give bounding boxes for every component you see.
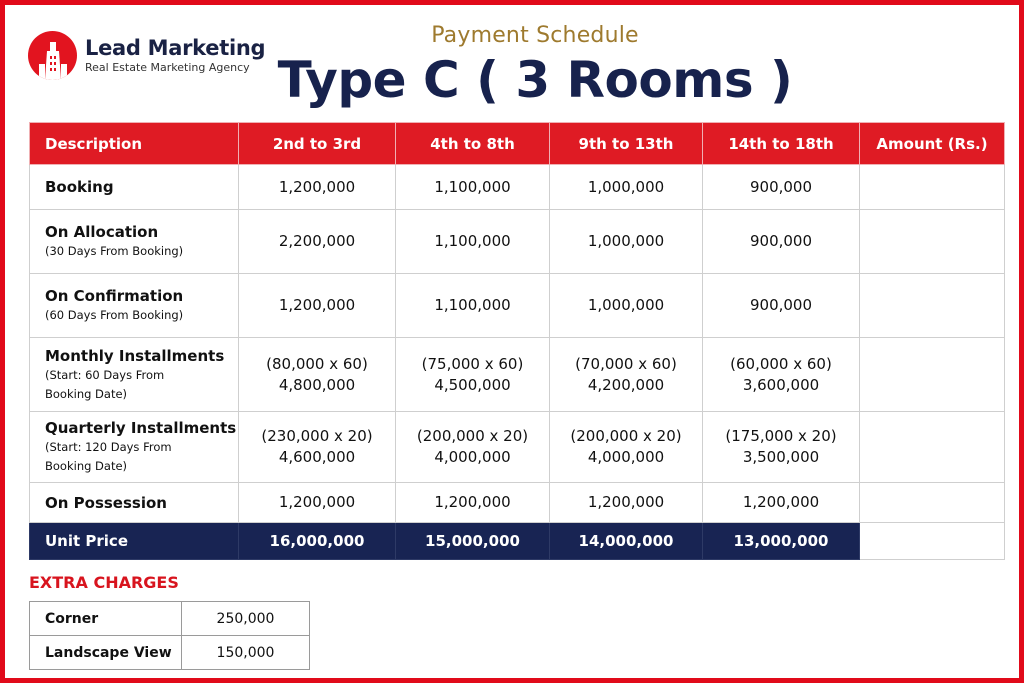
amount-value: 1,000,000 — [587, 232, 665, 250]
amount-cell — [239, 412, 396, 483]
amount-value: 1,000,000 — [587, 296, 665, 314]
extra-charge-value: 250,000 — [182, 602, 310, 636]
extra-charges-title: EXTRA CHARGES — [29, 573, 179, 592]
amount-cell — [396, 412, 550, 483]
amount-value: 3,600,000 — [742, 375, 820, 394]
installment-formula: (175,000 x 20) — [725, 427, 837, 445]
amount-cell — [703, 165, 860, 210]
amount-value: 2,200,000 — [278, 232, 356, 250]
amount-cell — [239, 274, 396, 338]
table-row — [30, 338, 1005, 412]
installment-formula: (230,000 x 20) — [261, 427, 373, 445]
amount-value: 4,500,000 — [434, 375, 511, 394]
amount-rs-cell — [860, 412, 1005, 483]
amount-value: 4,200,000 — [587, 375, 665, 394]
extra-charge-label: Landscape View — [30, 636, 182, 670]
installment-formula: (200,000 x 20) — [416, 427, 529, 445]
amount-cell — [239, 165, 396, 210]
amount-value: 4,000,000 — [434, 448, 511, 466]
row-note: (30 Days From Booking) — [45, 244, 184, 258]
amount-cell — [703, 338, 860, 412]
table-row — [30, 274, 1005, 338]
installment-formula: (75,000 x 60) — [421, 354, 524, 373]
row-description — [30, 210, 239, 274]
amount-cell — [550, 274, 703, 338]
row-description — [30, 412, 239, 483]
unit-price-value: 13,000,000 — [703, 523, 860, 560]
amount-value: 900,000 — [749, 232, 813, 250]
row-note: (Start: 60 Days From — [45, 367, 165, 382]
brand-tagline: Real Estate Marketing Agency — [85, 61, 250, 74]
row-note: (Start: 120 Days From — [45, 440, 172, 454]
amount-value: 1,200,000 — [434, 493, 511, 511]
amount-cell — [550, 165, 703, 210]
row-label: Booking — [45, 178, 114, 196]
row-label: Monthly Installments — [45, 346, 225, 365]
amount-value: 1,100,000 — [434, 296, 511, 314]
amount-rs-cell — [860, 165, 1005, 210]
amount-cell — [396, 165, 550, 210]
row-label: On Possession — [45, 493, 167, 512]
amount-value: 900,000 — [749, 296, 813, 314]
building-icon — [28, 31, 77, 80]
table-row — [30, 210, 1005, 274]
amount-cell — [550, 338, 703, 412]
amount-value: 4,600,000 — [278, 448, 356, 466]
table-row — [30, 412, 1005, 483]
amount-value: 1,200,000 — [278, 296, 356, 314]
installment-formula: (60,000 x 60) — [730, 354, 832, 373]
amount-cell — [703, 412, 860, 483]
row-description — [30, 274, 239, 338]
column-header: 4th to 8th — [396, 123, 550, 165]
installment-formula: (80,000 x 60) — [266, 354, 368, 373]
row-label: On Confirmation — [45, 287, 184, 305]
table-row — [30, 602, 310, 636]
amount-cell — [239, 483, 396, 523]
amount-cell — [396, 483, 550, 523]
extra-charges-table — [29, 601, 310, 670]
payment-schedule-table — [29, 122, 1005, 560]
amount-cell — [550, 210, 703, 274]
row-label: Quarterly Installments — [45, 419, 237, 437]
installment-formula: (200,000 x 20) — [570, 427, 682, 445]
row-description — [30, 165, 239, 210]
column-header: 2nd to 3rd — [239, 123, 396, 165]
row-description — [30, 483, 239, 523]
page-subtitle: Payment Schedule — [431, 23, 639, 48]
amount-cell — [396, 210, 550, 274]
unit-price-value: 14,000,000 — [550, 523, 703, 560]
row-description — [30, 338, 239, 412]
amount-rs-cell — [860, 274, 1005, 338]
amount-rs-cell — [860, 523, 1005, 560]
table-row — [30, 483, 1005, 523]
column-header: 14th to 18th — [703, 123, 860, 165]
amount-value: 1,200,000 — [278, 493, 356, 511]
amount-cell — [550, 412, 703, 483]
amount-value: 1,200,000 — [742, 493, 820, 511]
amount-value: 3,500,000 — [742, 448, 820, 466]
amount-value: 1,100,000 — [434, 232, 511, 250]
unit-price-label: Unit Price — [30, 523, 239, 560]
table-row — [30, 636, 310, 670]
unit-price-value: 15,000,000 — [396, 523, 550, 560]
amount-cell — [396, 274, 550, 338]
unit-price-row — [30, 523, 1005, 560]
column-header: Amount (Rs.) — [860, 123, 1005, 165]
amount-value: 1,200,000 — [278, 177, 356, 196]
table-row — [30, 165, 1005, 210]
page-title: Type C ( 3 Rooms ) — [277, 51, 793, 109]
amount-rs-cell — [860, 338, 1005, 412]
row-note: Booking Date) — [45, 386, 128, 401]
amount-cell — [550, 483, 703, 523]
amount-cell — [703, 210, 860, 274]
amount-value: 4,000,000 — [587, 448, 665, 466]
installment-formula: (70,000 x 60) — [575, 354, 677, 373]
amount-cell — [239, 338, 396, 412]
row-note: (60 Days From Booking) — [45, 308, 184, 322]
extra-charge-value: 150,000 — [182, 636, 310, 670]
amount-rs-cell — [860, 483, 1005, 523]
amount-value: 1,200,000 — [587, 493, 665, 511]
table-header-row — [30, 123, 1005, 165]
amount-value: 4,800,000 — [278, 375, 356, 394]
amount-cell — [703, 274, 860, 338]
row-note: Booking Date) — [45, 459, 128, 473]
column-header: Description — [30, 123, 239, 165]
row-label: On Allocation — [45, 223, 159, 241]
amount-cell — [239, 210, 396, 274]
brand-logo — [28, 31, 265, 80]
amount-value: 900,000 — [749, 177, 813, 196]
amount-value: 1,100,000 — [434, 177, 511, 196]
amount-cell — [703, 483, 860, 523]
extra-charge-label: Corner — [30, 602, 182, 636]
amount-cell — [396, 338, 550, 412]
amount-rs-cell — [860, 210, 1005, 274]
column-header: 9th to 13th — [550, 123, 703, 165]
unit-price-value: 16,000,000 — [239, 523, 396, 560]
brand-name: Lead Marketing — [85, 36, 266, 60]
amount-value: 1,000,000 — [587, 177, 665, 196]
